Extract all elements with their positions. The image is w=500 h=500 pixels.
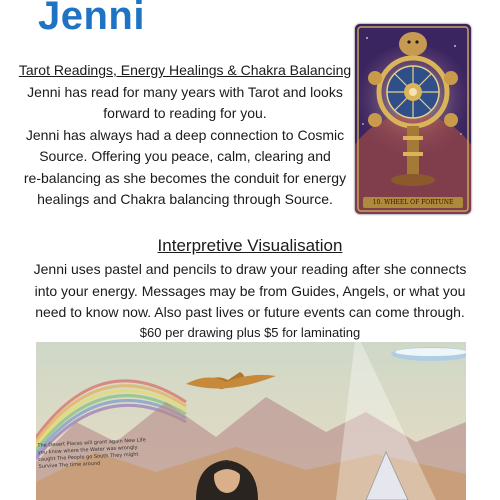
intro-line: forward to reading for you.	[103, 105, 267, 121]
visualisation-line: need to know now. Also past lives or future events can come through.	[35, 304, 465, 320]
intro-line: Source. Offering you peace, calm, clearing and	[39, 148, 331, 164]
pastel-drawing-illustration	[36, 342, 466, 500]
visualisation-text	[22, 259, 478, 324]
visualisation-line: Jenni uses pastel and pencils to draw your reading after she connects	[33, 261, 467, 277]
price-text: $60 per drawing plus $5 for laminating	[139, 325, 361, 340]
wheel-of-fortune-illustration	[355, 24, 471, 214]
intro-line: Jenni has read for many years with Tarot and looks	[27, 83, 343, 100]
intro-line: Jenni has always had a deep connection to Cosmic	[25, 126, 345, 143]
card-caption: 10. WHEEL OF FORTUNE	[363, 197, 463, 208]
page-title: Jenni	[38, 0, 145, 38]
visualisation-line: into your energy. Messages may be from Guides, Angels, or what you	[34, 282, 466, 299]
tarot-card-image	[355, 24, 471, 214]
drawing-handwritten-note: The Desert Places will grant again New Life you know where the Water was wrongly caught The People go South They might Survive The time around	[37, 437, 146, 470]
intro-line: re-balancing as she becomes the conduit for energy	[23, 169, 347, 186]
intro-line: healings and Chakra balancing through Source.	[37, 191, 333, 207]
services-heading: Tarot Readings, Energy Healings & Chakra Balancing	[18, 62, 352, 78]
intro-text	[18, 60, 352, 211]
visualisation-heading: Interpretive Visualisation	[157, 236, 343, 255]
sample-drawing-image	[36, 342, 466, 500]
